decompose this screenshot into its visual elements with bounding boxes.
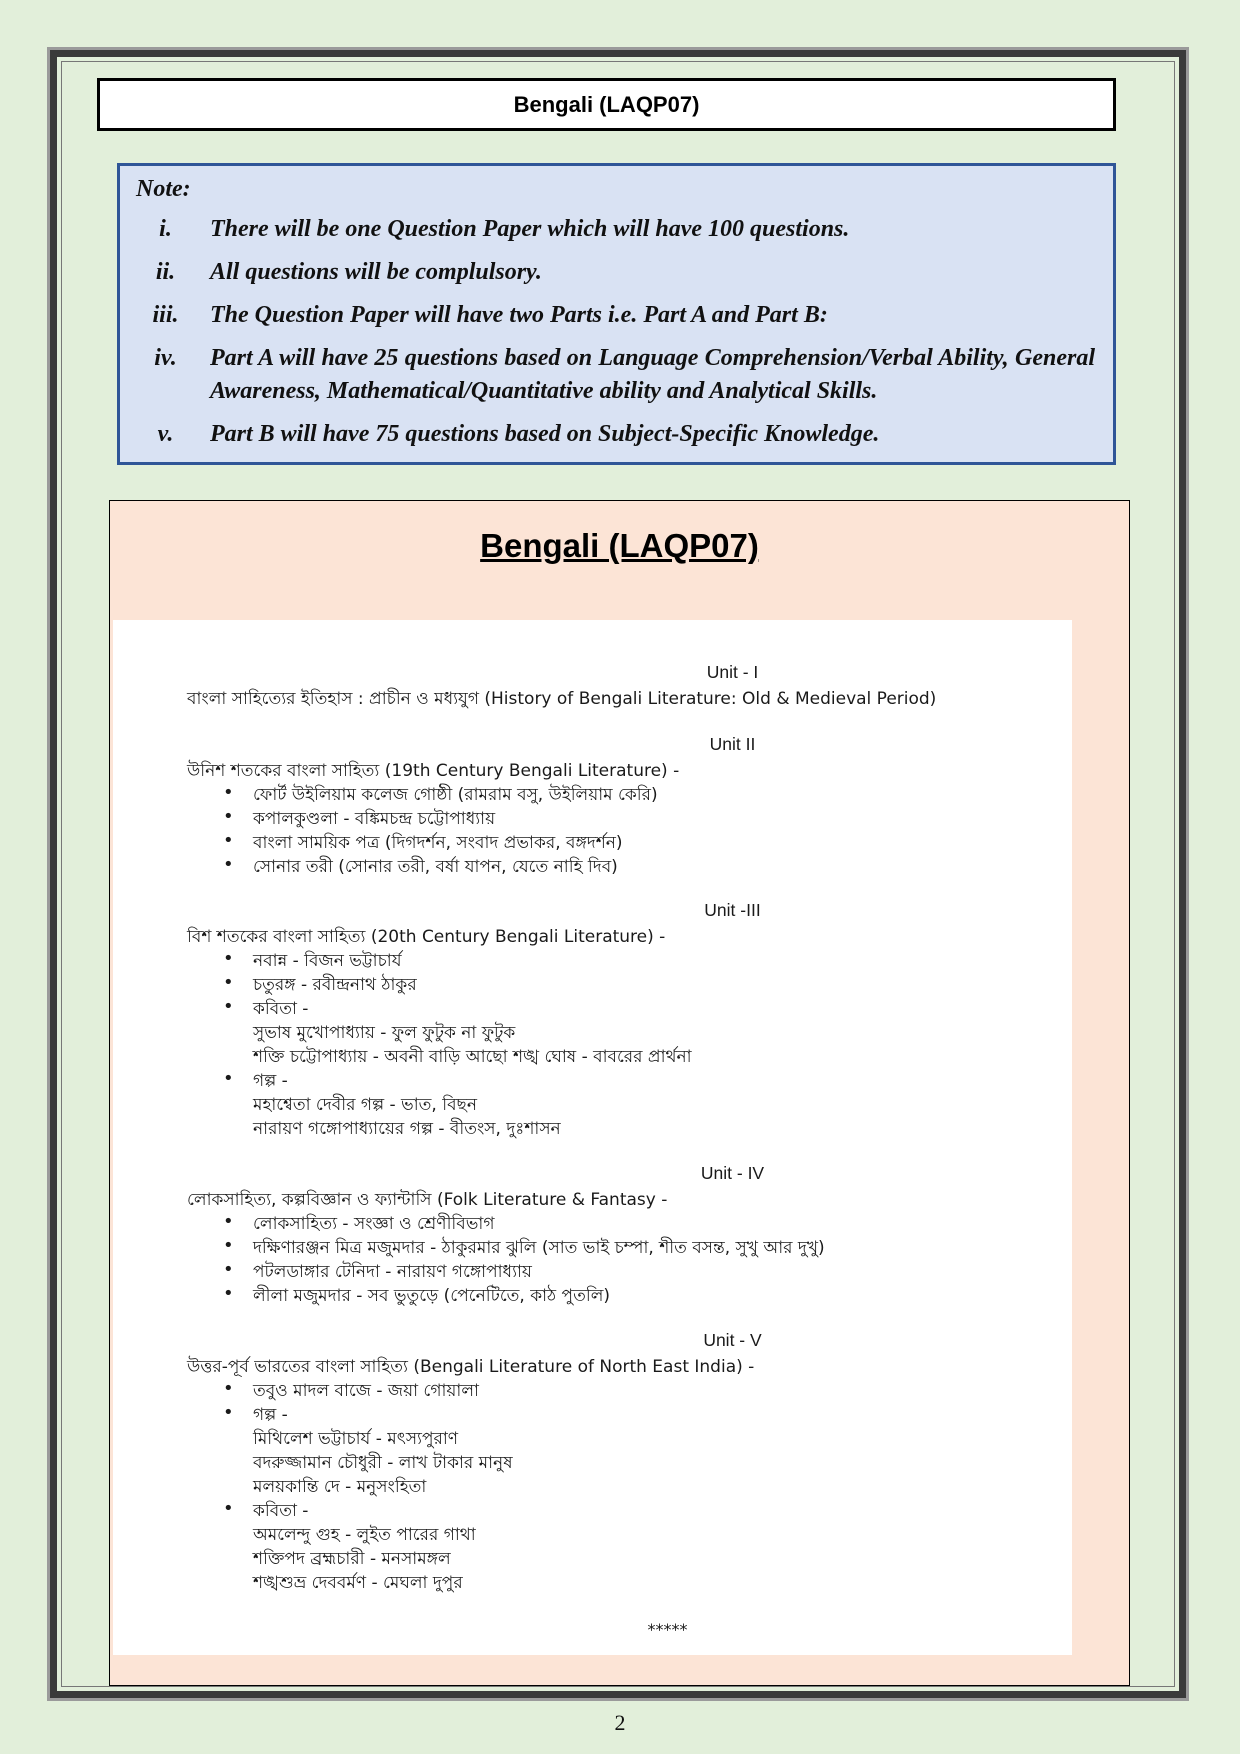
unit-1 [113,662,1072,710]
unit-heading: Unit -III [704,900,761,920]
list-item: • কবিতা - [113,1498,1072,1522]
note-text: All questions will be complulsory. [210,259,542,285]
list-subitem: মহাশ্বেতা দেবীর গল্প - ভাত, বিছন [253,1095,477,1115]
note-item [136,256,1095,289]
note-number: i. [159,216,172,242]
note-text: Part A will have 25 questions based on Language Comprehension/Verbal Ability, General Awareness, Mathematical/Quantitative ability and Analytical Skills. [210,345,1095,404]
syllabus-title: Bengali (LAQP07) [480,527,759,564]
page-number: 2 [614,1710,626,1735]
note-text: Part B will have 75 questions based on Subject-Specific Knowledge. [210,421,880,447]
note-heading: Note: [136,176,191,202]
unit-subtitle: উনিশ শতকের বাংলা সাহিত্য (19th Century Bengali Literature) - [187,761,680,781]
unit-subtitle: বিশ শতকের বাংলা সাহিত্য (20th Century Bengali Literature) - [187,927,666,947]
list-item: • বাংলা সাময়িক পত্র (দিগদর্শন, সংবাদ প্রভাকর, বঙ্গদর্শন) [113,830,1072,854]
page-title [97,78,1116,131]
unit-2 [113,734,1072,878]
list-item: • দক্ষিণারঞ্জন মিত্র মজুমদার - ঠাকুরমার ঝুলি (সাত ভাই চম্পা, শীত বসন্ত, সুখু আর দুখু) [113,1235,1072,1259]
list-item: • নবান্ন - বিজন ভট্টাচার্য [113,948,1072,972]
list-subitem: মিথিলেশ ভট্টাচার্য - মৎস্যপুরাণ [253,1429,459,1449]
list-item: • চতুরঙ্গ - রবীন্দ্রনাথ ঠাকুর [113,972,1072,996]
unit-3 [113,900,1072,1140]
unit-5 [113,1330,1072,1594]
list-item: • গল্প - [113,1402,1072,1426]
note-text: There will be one Question Paper which will have 100 questions. [210,216,850,242]
list-subitem: শঙ্খশুভ্র দেববর্মণ - মেঘলা দুপুর [253,1573,463,1593]
list-subitem: বদরুজ্জামান চৌধুরী - লাখ টাকার মানুষ [253,1453,513,1473]
note-item [136,299,1095,332]
list-subitem: নারায়ণ গঙ্গোপাধ্যায়ের গল্প - বীতংস, দুঃশাসন [253,1119,561,1139]
syllabus-sheet [113,620,1072,1655]
unit-subtitle: উত্তর-পূর্ব ভারতের বাংলা সাহিত্য (Bengali Literature of North East India) - [187,1357,755,1377]
unit-heading: Unit - V [703,1330,762,1350]
note-number: ii. [155,259,176,285]
list-item: • সোনার তরী (সোনার তরী, বর্ষা যাপন, যেতে নাহি দিব) [113,854,1072,878]
list-subitem: মলয়কান্তি দে - মনুসংহিতা [253,1477,427,1497]
end-marker: ***** [647,1620,688,1639]
list-item: • লীলা মজুমদার - সব ভুতুড়ে (পেনেটিতে, কাঠ পুতলি) [113,1283,1072,1307]
note-text: The Question Paper will have two Parts i.e. Part A and Part B: [210,302,828,328]
unit-subtitle: লোকসাহিত্য, কল্পবিজ্ঞান ও ফ্যান্টাসি (Folk Literature & Fantasy - [187,1190,668,1210]
list-subitem: শক্তি চট্টোপাধ্যায় - অবনী বাড়ি আছো শঙ্খ ঘোষ - বাবরের প্রার্থনা [253,1047,692,1067]
list-item: • কপালকুণ্ডলা - বঙ্কিমচন্দ্র চট্টোপাধ্যায় [113,806,1072,830]
note-number: iii. [152,302,179,328]
note-number: v. [157,421,174,447]
unit-4 [113,1163,1072,1307]
note-box [117,163,1116,465]
list-subitem: অমলেন্দু গুহ - লুইত পারের গাথা [253,1525,476,1545]
list-item: • তবুও মাদল বাজে - জয়া গোয়ালা [113,1378,1072,1402]
note-item [136,342,1095,408]
page-title-text: Bengali (LAQP07) [513,91,700,117]
list-subitem: সুভাষ মুখোপাধ্যায় - ফুল ফুটুক না ফুটুক [253,1023,516,1043]
list-item: • পটলডাঙ্গার টেনিদা - নারায়ণ গঙ্গোপাধ্যায় [113,1259,1072,1283]
note-item [136,213,1095,246]
list-subitem: শক্তিপদ ব্রহ্মচারী - মনসামঙ্গল [253,1549,451,1569]
note-number: iv. [154,345,177,371]
unit-heading: Unit - I [706,662,759,682]
note-item [136,418,1095,451]
list-item: • ফোর্ট উইলিয়াম কলেজ গোষ্ঠী (রামরাম বসু, উইলিয়াম কেরি) [113,782,1072,806]
unit-heading: Unit - IV [700,1163,765,1183]
list-item: • কবিতা - [113,996,1072,1020]
unit-heading: Unit II [709,734,756,754]
unit-subtitle: বাংলা সাহিত্যের ইতিহাস : প্রাচীন ও মধ্যযুগ (History of Bengali Literature: Old & Medieval Period) [187,689,937,709]
syllabus-box [109,500,1130,1686]
list-item: • গল্প - [113,1068,1072,1092]
list-item: • লোকসাহিত্য - সংজ্ঞা ও শ্রেণীবিভাগ [113,1211,1072,1235]
